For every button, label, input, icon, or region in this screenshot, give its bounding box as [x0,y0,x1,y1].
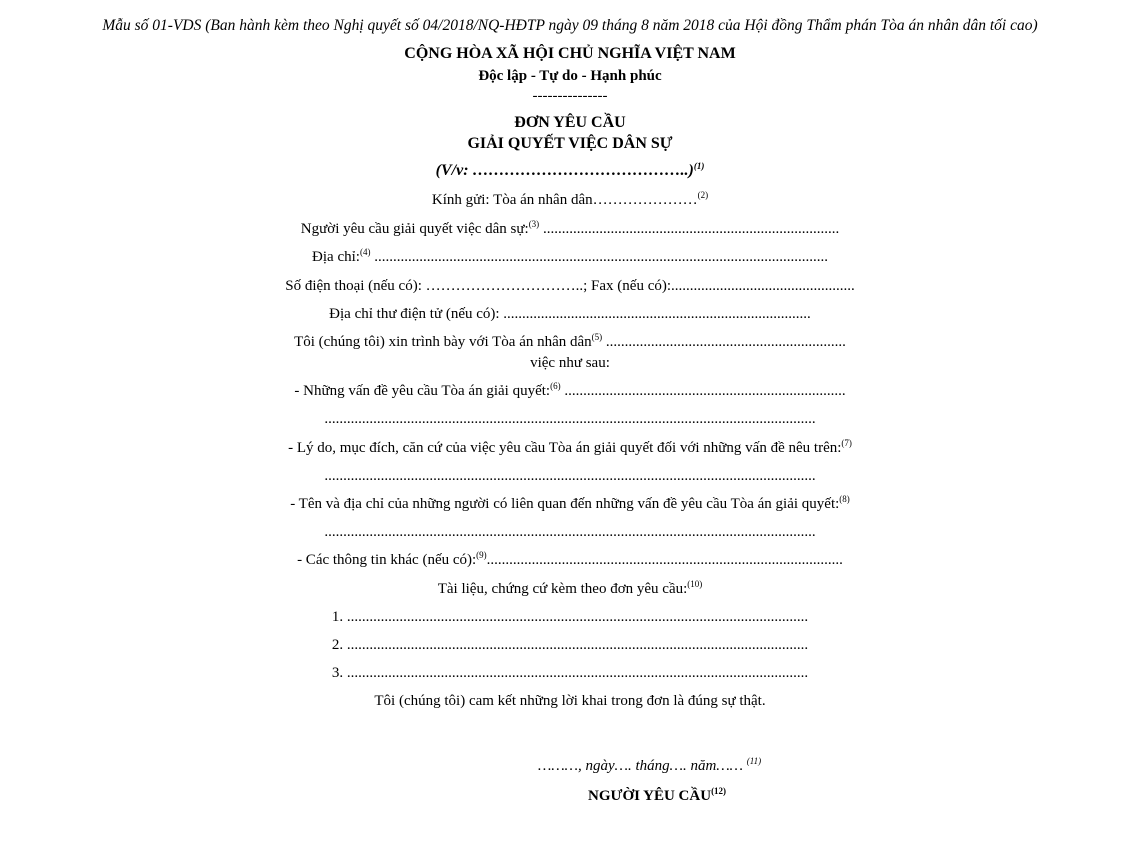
document-subtitle: GIẢI QUYẾT VIỆC DÂN SỰ [467,135,673,152]
footnote-9: (9) [476,550,487,560]
commitment-statement: Tôi (chúng tôi) cam kết những lời khai trong đơn là đúng sự thật. [374,693,766,709]
footnote-4: (4) [359,247,371,257]
other-info-line [0,550,1140,570]
attachment-item-2[interactable]: 2. ........................................................................................................................... [331,637,809,653]
footnote-11: (11) [746,756,762,766]
footnote-12: (12) [711,786,727,796]
email-line[interactable]: Địa chỉ thư điện tử (nếu có): .................................................................................. [329,306,811,322]
reasons-line [0,438,1140,458]
subject-line [0,161,1140,181]
national-title: CỘNG HÒA XÃ HỘI CHỦ NGHĨA VIỆT NAM [404,45,736,62]
document-title: ĐƠN YÊU CẦU [514,114,626,131]
issues-line [0,381,1140,401]
related-dots-line[interactable]: ................................................................................................................................... [324,524,816,540]
footnote-8: (8) [839,494,850,504]
attachments-heading [0,579,1140,599]
footnote-10: (10) [687,579,703,589]
present-field[interactable]: ................................................................ [602,334,846,350]
related-label: - Tên và địa chỉ của những người có liên quan đến những vấn đề yêu cầu Tòa án giải quyết: [290,496,840,512]
attachment-item-1[interactable]: 1. ........................................................................................................................... [331,609,809,625]
present-continuation: việc như sau: [530,355,610,371]
footnote-7: (7) [841,438,852,448]
form-header-note: Mẫu số 01-VDS (Ban hành kèm theo Nghị quyết số 04/2018/NQ-HĐTP ngày 09 tháng 8 năm 2018 của Hội đồng Thẩm phán Tòa án nhân dân tối cao) [102,17,1038,34]
recipient-line [0,190,1140,210]
attachment-item-3[interactable]: 3. ........................................................................................................................... [331,665,809,681]
reasons-dots-line[interactable]: ................................................................................................................................... [324,468,816,484]
attachments-label: Tài liệu, chứng cứ kèm theo đơn yêu cầu: [437,581,688,597]
requester-line [0,219,1140,239]
address-field[interactable]: ......................................................................................................................... [370,249,828,265]
other-info-field[interactable]: ............................................................................................... [486,552,843,568]
subject-text: (V/v: …………………………………..) [435,162,694,179]
address-line [0,247,1140,267]
footnote-1: (1) [693,161,705,171]
issues-label: - Những vấn đề yêu cầu Tòa án giải quyết: [294,383,551,399]
motto-separator: --------------- [532,88,608,104]
footnote-5: (5) [591,332,603,342]
signer-text: NGƯỜI YÊU CẦU [588,788,712,804]
signer-title [588,786,726,806]
requester-field[interactable]: ............................................................................... [539,221,840,237]
related-line [0,494,1140,514]
issues-field[interactable]: ........................................................................... [560,383,846,399]
date-place-line [538,756,761,776]
present-label: Tôi (chúng tôi) xin trình bày với Tòa án nhân dân [294,334,592,350]
issues-dots-line[interactable]: ................................................................................................................................... [324,411,816,427]
present-line [0,332,1140,352]
phone-fax-line[interactable]: Số điện thoại (nếu có): …………………………..; Fax (nếu có):................................................. [285,278,855,294]
footnote-6: (6) [550,381,561,391]
national-motto: Độc lập - Tự do - Hạnh phúc [478,68,662,84]
date-place-text[interactable]: ………, ngày…. tháng…. năm…… [538,758,744,774]
footnote-3: (3) [528,219,540,229]
footnote-2: (2) [697,190,709,200]
requester-label: Người yêu cầu giải quyết việc dân sự: [300,221,529,237]
address-label: Địa chỉ: [312,249,360,265]
recipient-text: Kính gửi: Tòa án nhân dân………………… [431,192,698,208]
other-info-label: - Các thông tin khác (nếu có): [297,552,477,568]
reasons-label: - Lý do, mục đích, căn cứ của việc yêu cầu Tòa án giải quyết đối với những vấn đề nêu trên: [288,440,842,456]
